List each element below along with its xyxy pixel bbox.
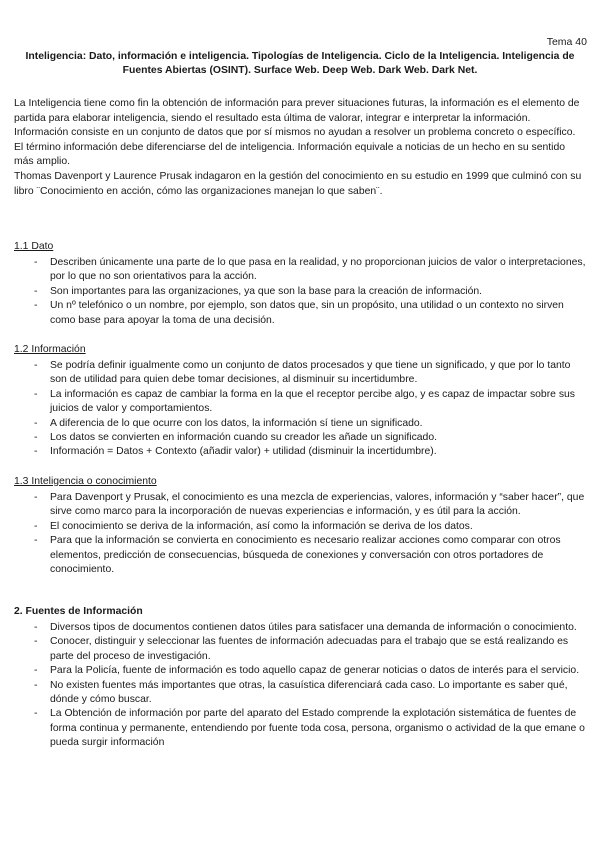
dash-bullet: - <box>34 300 38 312</box>
list-item: - Para Davenport y Prusak, el conocimiento es una mezcla de experiencias, valores, información y “saber hacer”, que sirve como marco para la incorporación de nuevas experiencias e información, y es útil para la acción. <box>34 492 585 518</box>
list-item: - La información es capaz de cambiar la forma en la que el receptor percibe algo, y es capaz de impactar sobre sus juicios de valor y comportamientos. <box>34 388 576 415</box>
dash-bullet: - <box>34 360 38 371</box>
section-heading-dato: 1.1 Dato <box>14 241 54 252</box>
list-informacion <box>14 359 586 460</box>
dash-bullet: - <box>34 492 38 503</box>
list-item: - Un nº telefónico o un nombre, por ejemplo, son datos que, sin un propósito, una utilidad o un contexto no sirven como base para apoyar la toma de una decisión. <box>34 300 564 326</box>
dash-bullet: - <box>34 285 38 297</box>
list-item: - Son importantes para las organizaciones, ya que son la base para la creación de información. <box>14 285 586 299</box>
dash-bullet: - <box>34 622 38 633</box>
list-dato <box>14 256 586 328</box>
intro-paragraph: Thomas Davenport y Laurence Prusak indagaron en la gestión del conocimiento en su estudio en 1999 que culminó con su libro ¨Conocimiento en acción, cómo las organizaciones manejan lo que saben¨. <box>14 170 582 197</box>
list-item: - Diversos tipos de documentos contienen datos útiles para satisfacer una demanda de información o conocimiento. <box>14 621 586 635</box>
dash-bullet: - <box>34 446 38 458</box>
list-item: - Conocer, distinguir y seleccionar las fuentes de información adecuadas para el trabajo que se está realizando es parte del proceso de investigación. <box>34 636 569 662</box>
list-item: - Para la Policía, fuente de información es todo aquello capaz de generar noticias o datos de interés para el servicio. <box>14 664 586 678</box>
topic-number: Tema 40 <box>546 36 587 48</box>
dash-bullet: - <box>34 520 38 532</box>
list-item: - Información = Datos + Contexto (añadir valor) + utilidad (disminuir la incertidumbre). <box>14 445 586 459</box>
intro-paragraph: La Inteligencia tiene como fin la obtención de información para prever situaciones futuras, la información es el elemento de partida para elaborar inteligencia, siendo el resultado esta última de valorar, integrar e interpretar la información. <box>14 98 580 124</box>
section-heading-inteligencia: 1.3 Inteligencia o conocimiento <box>14 476 157 487</box>
list-inteligencia <box>14 491 586 577</box>
document-title: Inteligencia: Dato, información e inteligencia. Tipologías de Inteligencia. Ciclo de la Inteligencia. Inteligencia de Fuentes Abiertas (OSINT). Surface Web. Deep Web. Dark Web. Dark Net. <box>25 51 575 76</box>
dash-bullet: - <box>34 257 38 268</box>
list-item: - Se podría definir igualmente como un conjunto de datos procesados y que tiene un significado, y que por lo tanto son de utilidad para quien debe tomar decisiones, al disminuir su incertidumbre. <box>34 360 571 386</box>
section-heading-fuentes: 2. Fuentes de Información <box>14 606 143 617</box>
dash-bullet: - <box>34 636 38 648</box>
dash-bullet: - <box>34 708 38 720</box>
dash-bullet: - <box>34 665 38 677</box>
intro-paragraph: Información consiste en un conjunto de datos que por sí mismos no ayudan a resolver un problema concreto o específico. <box>14 127 576 139</box>
list-fuentes <box>14 621 586 751</box>
intro-block <box>14 97 586 199</box>
dash-bullet: - <box>34 535 38 547</box>
list-item: - El conocimiento se deriva de la información, así como la información se deriva de los datos. <box>14 520 586 534</box>
list-item: - Para que la información se convierta en conocimiento es necesario realizar acciones como comparar con otros elementos, predicción de consecuencias, búsqueda de conexiones y conversación con otros portadores de conocimiento. <box>34 535 561 576</box>
list-item: - No existen fuentes más importantes que otras, la casuística diferenciará cada caso. Lo importante es saber qué, dónde y cómo buscar. <box>34 679 568 706</box>
dash-bullet: - <box>34 432 38 444</box>
section-heading-informacion: 1.2 Información <box>14 344 86 355</box>
list-item: - A diferencia de lo que ocurre con los datos, la información sí tiene un significado. <box>14 417 586 431</box>
list-item: - La Obtención de información por parte del aparato del Estado comprende la explotación sistemática de fuentes de forma continua y permanente, entendiendo por fuente toda cosa, persona, organismo o actividad de la que emane o pueda surgir información <box>34 708 585 749</box>
list-item: - Los datos se convierten en información cuando su creador les añade un significado. <box>14 431 586 445</box>
list-item: - Describen únicamente una parte de lo que pasa en la realidad, y no proporcionan juicios de valor o interpretaciones, por lo que no son orientativos para la acción. <box>34 257 586 283</box>
dash-bullet: - <box>34 417 38 429</box>
dash-bullet: - <box>34 679 38 691</box>
dash-bullet: - <box>34 388 38 400</box>
intro-paragraph: El término información debe diferenciarse del de inteligencia. Información equivale a noticias de un hecho en su sentido más amplio. <box>14 141 566 168</box>
